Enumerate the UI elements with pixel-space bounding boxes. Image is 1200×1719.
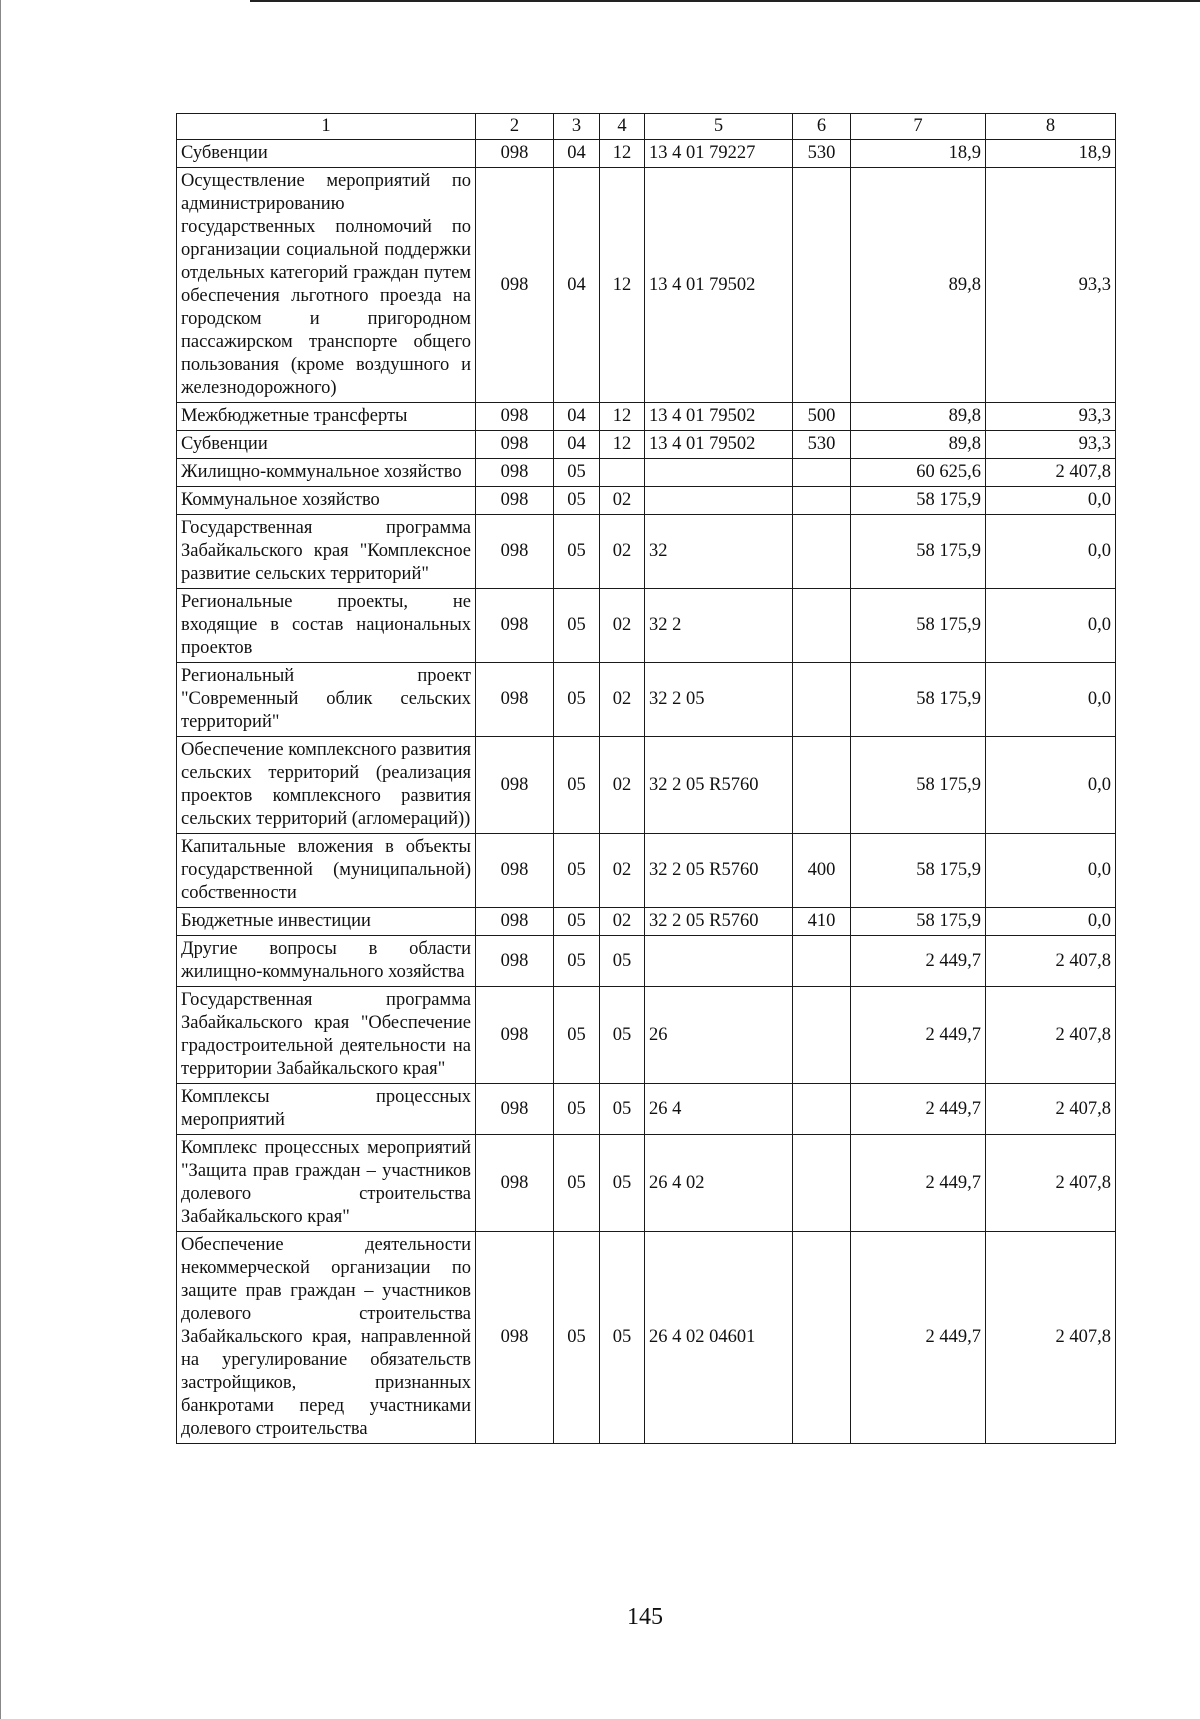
subsection-cell: 05 — [600, 936, 645, 987]
expense-type-cell: 500 — [793, 403, 851, 431]
admin-code-cell: 098 — [476, 908, 554, 936]
target-article-cell: 32 2 05 — [645, 663, 793, 737]
subsection-cell: 02 — [600, 589, 645, 663]
scan-left-edge — [0, 0, 1, 1719]
expense-type-cell: 530 — [793, 431, 851, 459]
expense-type-cell — [793, 487, 851, 515]
target-article-cell: 13 4 01 79502 — [645, 431, 793, 459]
column-header: 8 — [986, 114, 1116, 140]
subsection-cell: 02 — [600, 737, 645, 834]
column-header: 2 — [476, 114, 554, 140]
section-cell: 05 — [554, 1232, 600, 1444]
amount-col7-cell: 18,9 — [851, 140, 986, 168]
subsection-cell: 05 — [600, 987, 645, 1084]
amount-col7-cell: 58 175,9 — [851, 487, 986, 515]
target-article-cell: 32 2 — [645, 589, 793, 663]
target-article-cell — [645, 459, 793, 487]
row-name-cell: Капитальные вложения в объекты государственной (муниципальной) собственности — [177, 834, 476, 908]
column-header: 3 — [554, 114, 600, 140]
expense-type-cell — [793, 1135, 851, 1232]
column-header: 7 — [851, 114, 986, 140]
admin-code-cell: 098 — [476, 663, 554, 737]
subsection-cell: 12 — [600, 403, 645, 431]
admin-code-cell: 098 — [476, 589, 554, 663]
expense-type-cell — [793, 589, 851, 663]
amount-col7-cell: 58 175,9 — [851, 908, 986, 936]
admin-code-cell: 098 — [476, 936, 554, 987]
subsection-cell: 02 — [600, 834, 645, 908]
table-row — [177, 908, 1116, 936]
amount-col7-cell: 89,8 — [851, 431, 986, 459]
table-row — [177, 1232, 1116, 1444]
table-row — [177, 737, 1116, 834]
row-name-cell: Обеспечение деятельности некоммерческой организации по защите прав граждан – участников долевого строительства Забайкальского края, направленной на урегулирование обязательств застройщиков, признанных банкротами перед участниками долевого строительства — [177, 1232, 476, 1444]
row-name-cell: Комплекс процессных мероприятий "Защита прав граждан – участников долевого строительства Забайкальского края" — [177, 1135, 476, 1232]
table-row — [177, 431, 1116, 459]
expense-type-cell — [793, 459, 851, 487]
amount-col8-cell: 2 407,8 — [986, 987, 1116, 1084]
target-article-cell: 13 4 01 79227 — [645, 140, 793, 168]
admin-code-cell: 098 — [476, 515, 554, 589]
expense-type-cell — [793, 168, 851, 403]
target-article-cell — [645, 936, 793, 987]
amount-col8-cell: 2 407,8 — [986, 1135, 1116, 1232]
amount-col7-cell: 58 175,9 — [851, 663, 986, 737]
section-cell: 05 — [554, 487, 600, 515]
amount-col8-cell: 0,0 — [986, 908, 1116, 936]
target-article-cell: 32 2 05 R5760 — [645, 908, 793, 936]
target-article-cell: 13 4 01 79502 — [645, 403, 793, 431]
expense-type-cell — [793, 1232, 851, 1444]
amount-col7-cell: 2 449,7 — [851, 1135, 986, 1232]
expense-type-cell — [793, 515, 851, 589]
column-header: 1 — [177, 114, 476, 140]
expense-type-cell: 410 — [793, 908, 851, 936]
expense-type-cell — [793, 987, 851, 1084]
section-cell: 05 — [554, 459, 600, 487]
admin-code-cell: 098 — [476, 459, 554, 487]
target-article-cell: 32 2 05 R5760 — [645, 834, 793, 908]
row-name-cell: Субвенции — [177, 140, 476, 168]
target-article-cell — [645, 487, 793, 515]
table-row — [177, 140, 1116, 168]
expense-type-cell: 530 — [793, 140, 851, 168]
row-name-cell: Комплексы процессных мероприятий — [177, 1084, 476, 1135]
admin-code-cell: 098 — [476, 987, 554, 1084]
table-row — [177, 1084, 1116, 1135]
target-article-cell: 26 — [645, 987, 793, 1084]
subsection-cell: 12 — [600, 431, 645, 459]
table-row — [177, 589, 1116, 663]
section-cell: 05 — [554, 834, 600, 908]
amount-col7-cell: 2 449,7 — [851, 1084, 986, 1135]
page-number: 145 — [627, 1604, 663, 1630]
row-name-cell: Государственная программа Забайкальского края "Обеспечение градостроительной деятельности на территории Забайкальского края" — [177, 987, 476, 1084]
amount-col8-cell: 93,3 — [986, 403, 1116, 431]
amount-col7-cell: 58 175,9 — [851, 515, 986, 589]
subsection-cell: 02 — [600, 663, 645, 737]
section-cell: 05 — [554, 1084, 600, 1135]
section-cell: 04 — [554, 140, 600, 168]
amount-col8-cell: 93,3 — [986, 431, 1116, 459]
subsection-cell: 05 — [600, 1232, 645, 1444]
amount-col8-cell: 2 407,8 — [986, 936, 1116, 987]
subsection-cell: 05 — [600, 1135, 645, 1232]
section-cell: 04 — [554, 403, 600, 431]
table-row — [177, 987, 1116, 1084]
admin-code-cell: 098 — [476, 431, 554, 459]
section-cell: 05 — [554, 908, 600, 936]
target-article-cell: 26 4 02 — [645, 1135, 793, 1232]
section-cell: 04 — [554, 431, 600, 459]
expense-type-cell: 400 — [793, 834, 851, 908]
expense-type-cell — [793, 737, 851, 834]
table-row — [177, 1135, 1116, 1232]
row-name-cell: Региональный проект "Современный облик сельских территорий" — [177, 663, 476, 737]
section-cell: 05 — [554, 1135, 600, 1232]
admin-code-cell: 098 — [476, 487, 554, 515]
section-cell: 05 — [554, 987, 600, 1084]
section-cell: 04 — [554, 168, 600, 403]
amount-col8-cell: 2 407,8 — [986, 1232, 1116, 1444]
subsection-cell: 02 — [600, 515, 645, 589]
amount-col7-cell: 2 449,7 — [851, 987, 986, 1084]
subsection-cell — [600, 459, 645, 487]
row-name-cell: Межбюджетные трансферты — [177, 403, 476, 431]
admin-code-cell: 098 — [476, 168, 554, 403]
column-header: 4 — [600, 114, 645, 140]
admin-code-cell: 098 — [476, 140, 554, 168]
admin-code-cell: 098 — [476, 1084, 554, 1135]
subsection-cell: 12 — [600, 168, 645, 403]
section-cell: 05 — [554, 737, 600, 834]
admin-code-cell: 098 — [476, 737, 554, 834]
expense-type-cell — [793, 663, 851, 737]
row-name-cell: Жилищно-коммунальное хозяйство — [177, 459, 476, 487]
table-row — [177, 459, 1116, 487]
row-name-cell: Осуществление мероприятий по администрированию государственных полномочий по организации социальной поддержки отдельных категорий граждан путем обеспечения льготного проезда на городском и пригородном пассажирском транспорте общего пользования (кроме воздушного и железнодорожного) — [177, 168, 476, 403]
amount-col8-cell: 2 407,8 — [986, 1084, 1116, 1135]
amount-col8-cell: 0,0 — [986, 487, 1116, 515]
row-name-cell: Бюджетные инвестиции — [177, 908, 476, 936]
admin-code-cell: 098 — [476, 1232, 554, 1444]
budget-table — [176, 113, 1116, 1444]
table-row — [177, 168, 1116, 403]
amount-col7-cell: 2 449,7 — [851, 1232, 986, 1444]
section-cell: 05 — [554, 936, 600, 987]
target-article-cell: 32 — [645, 515, 793, 589]
row-name-cell: Субвенции — [177, 431, 476, 459]
subsection-cell: 02 — [600, 908, 645, 936]
row-name-cell: Региональные проекты, не входящие в состав национальных проектов — [177, 589, 476, 663]
row-name-cell: Обеспечение комплексного развития сельских территорий (реализация проектов комплексного развития сельских территорий (агломераций)) — [177, 737, 476, 834]
table-row — [177, 515, 1116, 589]
admin-code-cell: 098 — [476, 1135, 554, 1232]
expense-type-cell — [793, 936, 851, 987]
subsection-cell: 12 — [600, 140, 645, 168]
column-header: 5 — [645, 114, 793, 140]
section-cell: 05 — [554, 515, 600, 589]
amount-col8-cell: 93,3 — [986, 168, 1116, 403]
amount-col8-cell: 0,0 — [986, 737, 1116, 834]
table-row — [177, 663, 1116, 737]
amount-col8-cell: 0,0 — [986, 515, 1116, 589]
scan-top-border — [250, 0, 1200, 2]
amount-col7-cell: 58 175,9 — [851, 834, 986, 908]
row-name-cell: Государственная программа Забайкальского края "Комплексное развитие сельских территорий" — [177, 515, 476, 589]
amount-col8-cell: 2 407,8 — [986, 459, 1116, 487]
row-name-cell: Коммунальное хозяйство — [177, 487, 476, 515]
admin-code-cell: 098 — [476, 403, 554, 431]
section-cell: 05 — [554, 589, 600, 663]
section-cell: 05 — [554, 663, 600, 737]
amount-col7-cell: 58 175,9 — [851, 737, 986, 834]
amount-col8-cell: 18,9 — [986, 140, 1116, 168]
amount-col7-cell: 60 625,6 — [851, 459, 986, 487]
admin-code-cell: 098 — [476, 834, 554, 908]
amount-col7-cell: 2 449,7 — [851, 936, 986, 987]
amount-col7-cell: 89,8 — [851, 403, 986, 431]
table-row — [177, 487, 1116, 515]
table-row — [177, 936, 1116, 987]
subsection-cell: 02 — [600, 487, 645, 515]
subsection-cell: 05 — [600, 1084, 645, 1135]
amount-col8-cell: 0,0 — [986, 589, 1116, 663]
amount-col8-cell: 0,0 — [986, 663, 1116, 737]
target-article-cell: 26 4 02 04601 — [645, 1232, 793, 1444]
amount-col7-cell: 58 175,9 — [851, 589, 986, 663]
target-article-cell: 26 4 — [645, 1084, 793, 1135]
expense-type-cell — [793, 1084, 851, 1135]
table-row — [177, 403, 1116, 431]
target-article-cell: 32 2 05 R5760 — [645, 737, 793, 834]
column-header: 6 — [793, 114, 851, 140]
row-name-cell: Другие вопросы в области жилищно-коммунального хозяйства — [177, 936, 476, 987]
amount-col7-cell: 89,8 — [851, 168, 986, 403]
target-article-cell: 13 4 01 79502 — [645, 168, 793, 403]
header-row — [177, 114, 1116, 140]
table-row — [177, 834, 1116, 908]
amount-col8-cell: 0,0 — [986, 834, 1116, 908]
